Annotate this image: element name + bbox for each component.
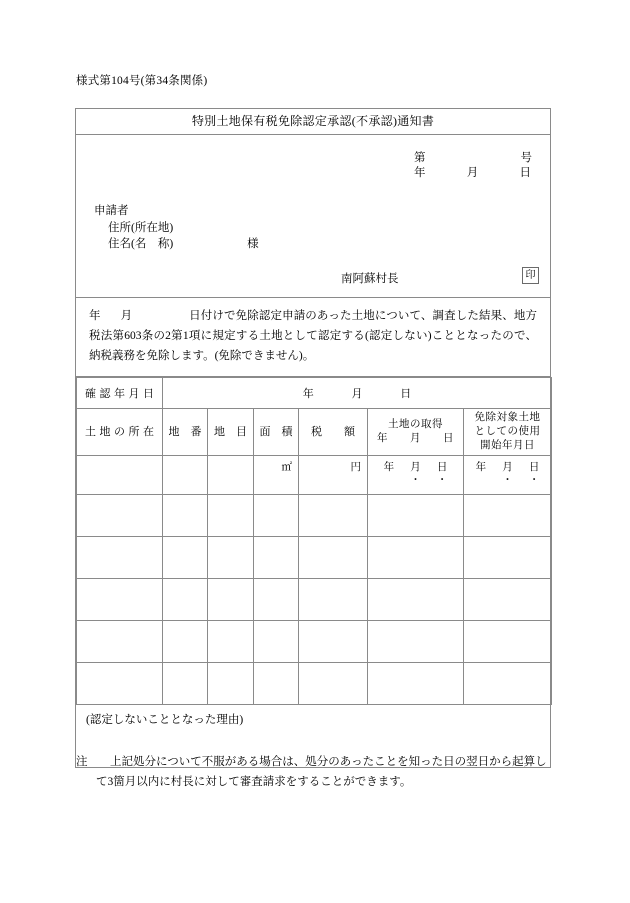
cell-lot-number[interactable] xyxy=(163,621,208,663)
table-unit-row xyxy=(77,456,552,495)
col-header-land-category: 地 目 xyxy=(208,409,254,456)
table-row[interactable] xyxy=(77,663,552,705)
cell-lot-number[interactable] xyxy=(163,495,208,537)
cell-location[interactable] xyxy=(77,495,163,537)
doc-date-year: 年 xyxy=(414,167,426,179)
cell-location[interactable] xyxy=(77,456,163,495)
confirm-date-row xyxy=(77,378,552,409)
cell-area[interactable] xyxy=(254,495,299,537)
confirm-year: 年 xyxy=(302,388,314,400)
applicant-block xyxy=(94,203,259,253)
exempt-line2: としての使用 xyxy=(474,426,541,437)
table-row[interactable] xyxy=(77,537,552,579)
acquisition-line1: 土地の取得 xyxy=(388,419,443,430)
cell-location[interactable] xyxy=(77,537,163,579)
note-marker: 注 xyxy=(76,756,88,768)
table-row[interactable] xyxy=(77,579,552,621)
body-date-year: 年 xyxy=(89,310,101,322)
acq-unit-day: 日 xyxy=(436,462,448,473)
acquisition-line2: 年 月 日 xyxy=(377,433,454,444)
unit-tax: 円 xyxy=(350,462,361,473)
applicant-address-label: 住所(所在地) xyxy=(108,221,174,234)
cell-exempt-use-start[interactable] xyxy=(464,537,552,579)
exempt-unit-year: 年 xyxy=(475,462,487,473)
confirm-month: 月 xyxy=(351,388,363,400)
cell-land-category[interactable] xyxy=(208,663,254,705)
cell-exempt-use-start[interactable] xyxy=(464,579,552,621)
cell-area[interactable] xyxy=(254,579,299,621)
cell-location[interactable] xyxy=(77,621,163,663)
applicant-name-label: 住名(名 称) xyxy=(108,238,174,250)
cell-location[interactable] xyxy=(77,579,163,621)
body-text: 日付けで免除認定申請のあった土地について、調査した結果、地方税法第603条の2第1項に規定する土地として認定する(認定しない)こととなったので、納税義務を免除します。(免除できません)。 xyxy=(89,310,537,362)
acq-unit-month: 月 xyxy=(410,462,421,473)
col-header-acquisition-date xyxy=(368,409,464,456)
issuer-title: 南阿蘇村長 xyxy=(341,273,399,285)
exempt-dot-1: ・ xyxy=(502,475,513,486)
cell-acquisition-date[interactable] xyxy=(368,663,464,705)
exempt-unit-month: 月 xyxy=(502,462,513,473)
note-line1: 上記処分について不服がある場合は、処分のあったことを知った日の翌日から起算し xyxy=(110,756,547,768)
exempt-line3: 開始年月日 xyxy=(480,440,536,451)
cell-exempt-use-start[interactable] xyxy=(464,456,552,495)
cell-acquisition-date[interactable] xyxy=(368,495,464,537)
cell-acquisition-date[interactable] xyxy=(368,456,464,495)
doc-date-month: 月 xyxy=(466,167,479,179)
form-number: 様式第104号(第34条関係) xyxy=(76,75,208,87)
cell-lot-number[interactable] xyxy=(163,663,208,705)
applicant-name-row xyxy=(94,236,259,253)
table-row[interactable] xyxy=(77,495,552,537)
cell-area[interactable] xyxy=(254,663,299,705)
cell-tax-amount[interactable] xyxy=(299,579,368,621)
acq-dot-1: ・ xyxy=(410,475,421,486)
cell-tax-amount[interactable] xyxy=(299,537,368,579)
exempt-dot-spacer xyxy=(469,475,493,486)
cell-land-category[interactable] xyxy=(208,621,254,663)
cell-exempt-use-start[interactable] xyxy=(464,495,552,537)
seal-icon: 印 xyxy=(522,267,539,284)
doc-number-suffix: 号 xyxy=(520,152,532,164)
col-header-exempt-use-start xyxy=(464,409,552,456)
exempt-unit-day: 日 xyxy=(528,462,540,473)
doc-date-day: 日 xyxy=(519,167,531,179)
header-block xyxy=(76,135,550,298)
doc-number-prefix: 第 xyxy=(414,152,426,164)
footer-note xyxy=(76,752,574,792)
acq-unit-year: 年 xyxy=(383,462,395,473)
cell-area[interactable] xyxy=(254,456,299,495)
cell-acquisition-date[interactable] xyxy=(368,579,464,621)
unit-area: ㎡ xyxy=(281,462,292,473)
body-paragraph xyxy=(76,298,550,377)
col-header-tax-amount: 税 額 xyxy=(299,409,368,456)
table-row[interactable] xyxy=(77,621,552,663)
cell-exempt-use-start[interactable] xyxy=(464,621,552,663)
cell-tax-amount[interactable] xyxy=(299,456,368,495)
land-table xyxy=(76,377,552,705)
cell-exempt-use-start[interactable] xyxy=(464,663,552,705)
col-header-lot-number: 地 番 xyxy=(163,409,208,456)
note-line2: て3箇月以内に村長に対して審査請求をすることができます。 xyxy=(96,776,412,788)
cell-tax-amount[interactable] xyxy=(299,663,368,705)
confirm-date-value[interactable] xyxy=(163,378,552,409)
col-header-area: 面 積 xyxy=(254,409,299,456)
body-date-inline xyxy=(89,306,189,326)
cell-tax-amount[interactable] xyxy=(299,495,368,537)
cell-lot-number[interactable] xyxy=(163,537,208,579)
exempt-line1: 免除対象土地 xyxy=(474,412,541,423)
table-header-row xyxy=(77,409,552,456)
applicant-honorific: 様 xyxy=(247,238,259,250)
cell-land-category[interactable] xyxy=(208,456,254,495)
col-header-location: 土地の所在 xyxy=(77,409,163,456)
cell-land-category[interactable] xyxy=(208,495,254,537)
cell-tax-amount[interactable] xyxy=(299,621,368,663)
body-date-month: 月 xyxy=(120,310,133,322)
cell-acquisition-date[interactable] xyxy=(368,537,464,579)
acq-dot-2: ・ xyxy=(436,475,448,486)
confirm-day: 日 xyxy=(400,388,412,400)
cell-lot-number[interactable] xyxy=(163,579,208,621)
cell-acquisition-date[interactable] xyxy=(368,621,464,663)
document-number-block xyxy=(414,151,532,181)
cell-location[interactable] xyxy=(77,663,163,705)
cell-land-category[interactable] xyxy=(208,537,254,579)
confirm-date-label: 確認年月日 xyxy=(77,378,163,409)
reason-label: (認定しないこととなった理由) xyxy=(86,714,244,726)
notification-form-frame xyxy=(75,108,551,768)
acq-dot-spacer xyxy=(377,475,401,486)
cell-lot-number[interactable] xyxy=(163,456,208,495)
cell-land-category[interactable] xyxy=(208,579,254,621)
cell-area[interactable] xyxy=(254,621,299,663)
form-title: 特別土地保有税免除認定承認(不承認)通知書 xyxy=(76,109,550,135)
cell-area[interactable] xyxy=(254,537,299,579)
exempt-dot-2: ・ xyxy=(528,475,540,486)
applicant-heading: 申請者 xyxy=(94,205,129,217)
